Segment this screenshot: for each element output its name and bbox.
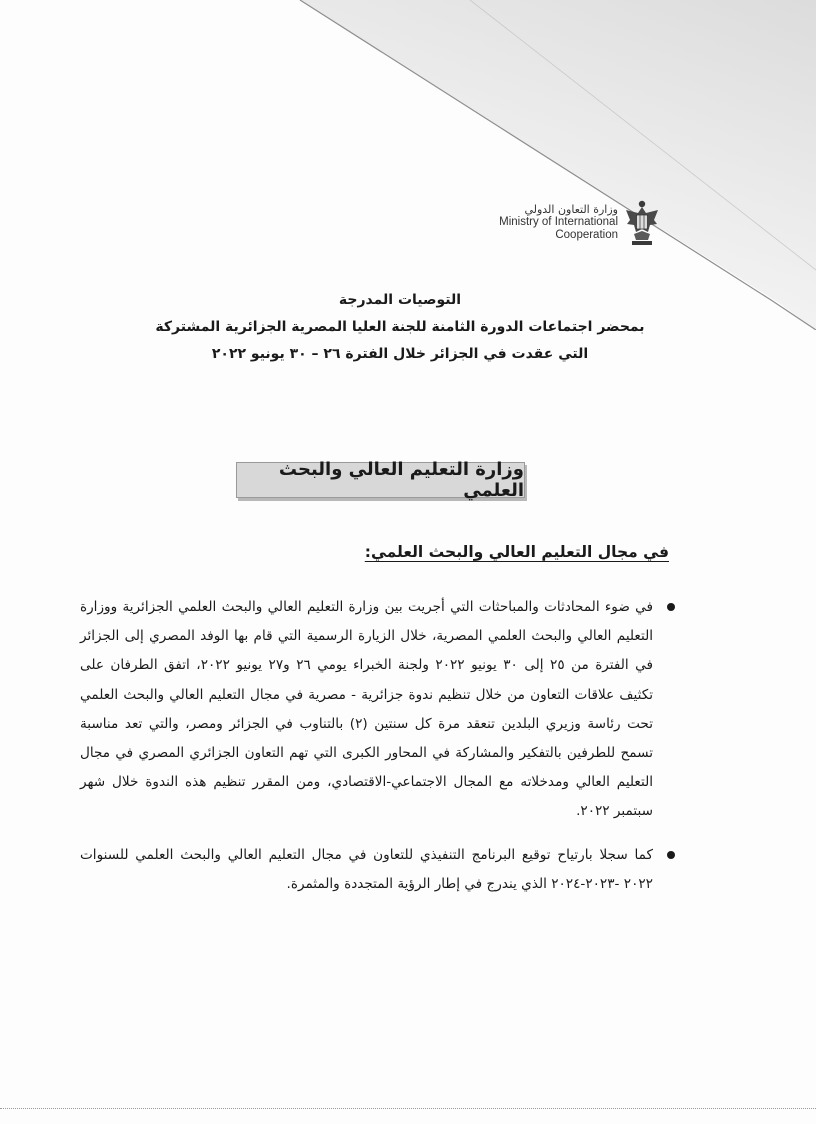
header-line-3: التي عقدت في الجزائر خلال الفترة ٢٦ – ٣٠ يونيو ٢٠٢٢ — [211, 346, 589, 362]
logo-text — [499, 204, 618, 241]
list-item-text: كما سجلا بارتياح توقيع البرنامج التنفيذي للتعاون في مجال التعليم العالي والبحث العلمي للسنوات ٢٠٢٢ -٢٠٢٣-٢٠٢٤ الذي يندرج في إطار الرؤية المتجددة والمثمرة. — [80, 846, 653, 892]
logo-arabic-name: وزارة التعاون الدولي — [524, 203, 618, 216]
bullet-icon — [667, 603, 675, 611]
logo-english-name-line1: Ministry of International — [499, 216, 618, 229]
header-line-1: التوصيات المدرجة — [338, 292, 462, 308]
section-heading: في مجال التعليم العالي والبحث العلمي: — [364, 543, 669, 561]
list-item — [80, 841, 675, 899]
scan-edge-line — [0, 1108, 816, 1109]
header-line-2: بمحضر اجتماعات الدورة الثامنة للجنة العليا المصرية الجزائرية المشتركة — [155, 319, 645, 335]
document-header — [100, 287, 700, 368]
ministry-title: وزارة التعليم العالي والبحث العلمي — [278, 459, 524, 501]
logo-english-name-line2: Cooperation — [555, 228, 618, 241]
list-item-text: في ضوء المحادثات والمباحثات التي أجريت بين وزارة التعليم العالي والبحث العلمي الجزائرية ووزارة التعليم العالي والبحث العلمي المصرية، خلال الزيارة الرسمية التي قام بها الوفد المصري إلى الجزائر في الفترة من ٢٥ إلى ٣٠ يونيو ٢٠٢٢ ولجنة الخبراء يومي ٢٦ و٢٧ يونيو ٢٠٢٢، اتفق الطرفان على تكثيف علاقات التعاون من خلال تنظيم ندوة جزائرية - مصرية في مجال التعليم العالي والبحث العلمي تحت رئاسة وزيري البلدين تنعقد مرة كل سنتين (٢) بالتناوب في الجزائر ومصر، والتي تعد مناسبة تسمح للطرفين بالتفكير والمشاركة في المحاور الكبرى التي تهم التعاون الجزائري المصري في مجال التعليم العالي ومدخلاته مع المجال الاجتماعي-الاقتصادي، ومن المقرر تنظيم هذه الندوة خلال شهر سبتمبر ٢٠٢٢. — [80, 599, 653, 820]
ministry-logo — [470, 198, 660, 260]
bullet-icon — [667, 851, 675, 859]
list-item — [80, 593, 675, 827]
egypt-eagle-emblem-icon — [624, 198, 660, 250]
recommendations-list — [80, 593, 675, 899]
ministry-title-box — [236, 459, 525, 501]
